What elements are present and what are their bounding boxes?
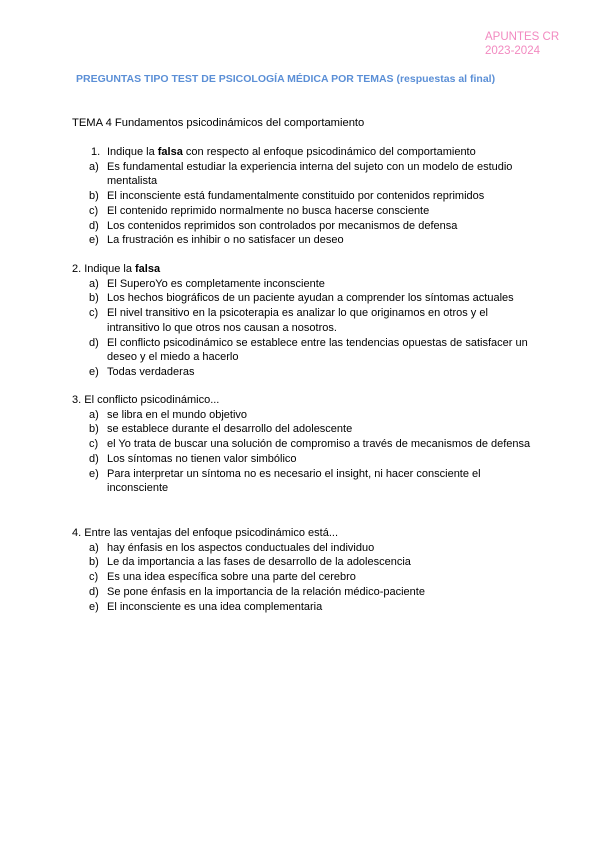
options-list — [72, 160, 532, 248]
option-text: El SuperoYo es completamente inconsciente — [107, 277, 325, 290]
question-number: 3. — [72, 394, 82, 406]
option-c — [72, 204, 532, 219]
option-letter: c) — [89, 571, 99, 584]
question-text: Indique la — [107, 146, 158, 158]
question-bold-word: falsa — [135, 263, 161, 275]
document-title: PREGUNTAS TIPO TEST DE PSICOLOGÍA MÉDICA POR TEMAS (respuestas al final) — [76, 73, 496, 85]
option-letter: e) — [89, 365, 99, 378]
question-text-rest: con respecto al enfoque psicodinámico del comportamiento — [182, 146, 476, 158]
question-2 — [72, 262, 532, 380]
options-list — [72, 408, 532, 496]
option-text: se establece durante el desarrollo del adolescente — [107, 423, 353, 436]
option-text: se libra en el mundo objetivo — [107, 408, 248, 421]
question-text: El conflicto psicodinámico... — [84, 394, 220, 406]
question-bold-word: falsa — [157, 146, 183, 158]
option-text: Los síntomas no tienen valor simbólico — [107, 452, 297, 465]
watermark-line-2: 2023-2024 — [485, 45, 540, 57]
option-text: Es una idea específica sobre una parte del cerebro — [107, 571, 356, 584]
option-letter: d) — [89, 452, 99, 465]
option-d — [72, 452, 532, 467]
option-a — [72, 408, 532, 423]
option-letter: e) — [89, 234, 99, 247]
option-letter: c) — [89, 307, 99, 320]
question-4-stem — [72, 526, 532, 541]
option-text: Para interpretar un síntoma no es necesario el insight, ni hacer consciente el inconsciente — [107, 467, 481, 495]
option-b — [72, 422, 532, 437]
option-text: El conflicto psicodinámico se establece entre las tendencias opuestas de satisfacer un deseo y el miedo a hacerlo — [107, 336, 528, 364]
question-number: 2. — [72, 263, 82, 275]
option-text: El inconsciente está fundamentalmente constituido por contenidos reprimidos — [107, 190, 485, 203]
question-1-stem — [72, 145, 532, 160]
option-d — [72, 219, 532, 234]
option-a — [72, 160, 532, 189]
option-c — [72, 437, 532, 452]
option-a — [72, 541, 532, 556]
option-c — [72, 306, 532, 335]
question-number: 1. — [91, 146, 101, 158]
option-text: La frustración es inhibir o no satisfacer un deseo — [107, 234, 344, 247]
option-text: Los hechos biográficos de un paciente ayudan a comprender los síntomas actuales — [107, 292, 514, 305]
option-text: Se pone énfasis en la importancia de la relación médico-paciente — [107, 585, 425, 598]
option-text: El contenido reprimido normalmente no busca hacerse consciente — [107, 204, 430, 217]
option-d — [72, 336, 532, 365]
option-b — [72, 189, 532, 204]
option-text: Los contenidos reprimidos son controlados por mecanismos de defensa — [107, 219, 458, 232]
option-letter: a) — [89, 277, 99, 290]
question-text: Entre las ventajas del enfoque psicodinámico está... — [84, 527, 339, 539]
option-e — [72, 600, 532, 615]
option-letter: d) — [89, 336, 99, 349]
option-e — [72, 365, 532, 380]
question-3-stem — [72, 393, 532, 408]
option-letter: b) — [89, 292, 99, 305]
question-1 — [72, 145, 532, 248]
option-text: El nivel transitivo en la psicoterapia es analizar lo que originamos en otros y el intransitivo lo que otros nos causan a nosotros. — [107, 307, 488, 334]
option-letter: b) — [89, 556, 99, 569]
option-letter: e) — [89, 600, 99, 613]
option-e — [72, 467, 532, 496]
option-text: Le da importancia a las fases de desarrollo de la adolescencia — [107, 556, 411, 569]
option-text: hay énfasis en los aspectos conductuales del individuo — [107, 541, 375, 554]
option-letter: b) — [89, 423, 99, 436]
option-b — [72, 555, 532, 570]
option-letter: a) — [89, 541, 99, 554]
option-letter: d) — [89, 219, 99, 232]
option-a — [72, 277, 532, 292]
watermark-line-1: APUNTES CR — [485, 31, 560, 43]
option-letter: c) — [89, 438, 99, 451]
option-text: El inconsciente es una idea complementaria — [107, 600, 323, 613]
option-letter: b) — [89, 190, 99, 203]
option-letter: e) — [89, 467, 99, 480]
option-c — [72, 570, 532, 585]
option-e — [72, 233, 532, 248]
option-letter: a) — [89, 408, 99, 421]
question-3 — [72, 393, 532, 496]
question-4 — [72, 526, 532, 614]
question-text: Indique la — [84, 263, 136, 275]
question-number: 4. — [72, 527, 82, 539]
options-list — [72, 277, 532, 380]
option-text: Es fundamental estudiar la experiencia interna del sujeto con un modelo de estudio mentalista — [107, 160, 513, 188]
option-letter: a) — [89, 160, 99, 173]
option-text: el Yo trata de buscar una solución de compromiso a través de mecanismos de defensa — [107, 438, 531, 451]
section-title: TEMA 4 Fundamentos psicodinámicos del comportamiento — [72, 117, 365, 129]
option-text: Todas verdaderas — [107, 365, 195, 378]
option-b — [72, 291, 532, 306]
option-letter: c) — [89, 204, 99, 217]
option-d — [72, 585, 532, 600]
option-letter: d) — [89, 585, 99, 598]
question-2-stem — [72, 262, 532, 277]
options-list — [72, 541, 532, 615]
watermark — [485, 30, 559, 58]
